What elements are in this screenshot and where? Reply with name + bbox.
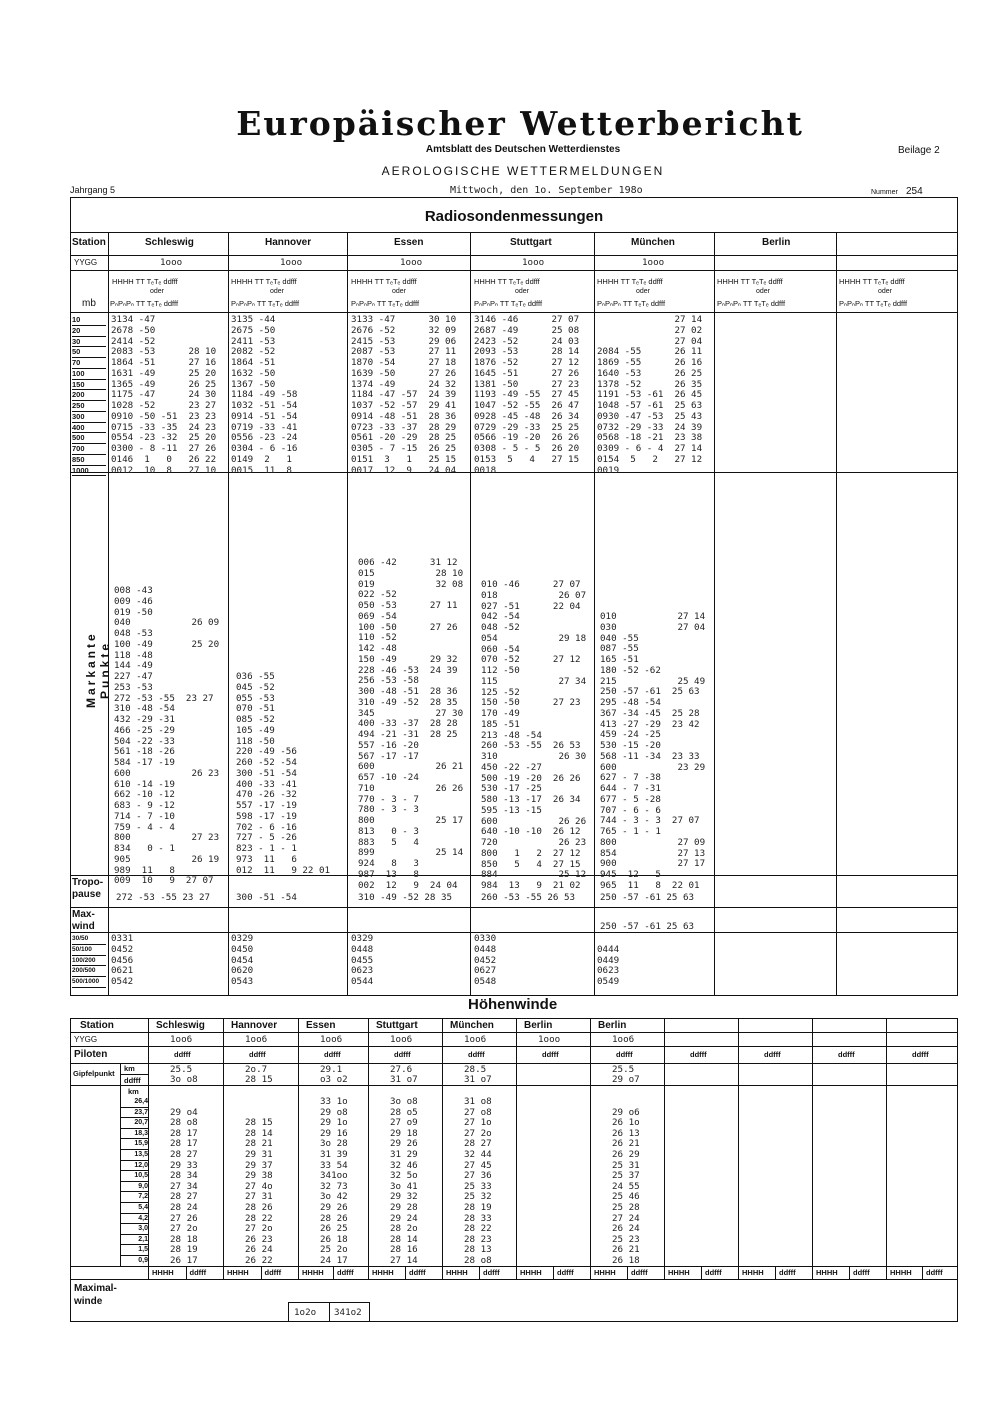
column-divider	[701, 1266, 702, 1279]
column-divider	[516, 1018, 517, 1266]
thickness-level: 200/500	[72, 966, 106, 977]
column-heading: PₙPₙPₙ TT TₑTₑ ddfff	[717, 299, 786, 308]
thickness-level: 50/100	[72, 945, 106, 956]
maximal-ddfff-label: ddfff	[264, 1268, 282, 1277]
thickness-data: 0329 0450 0454 0620 0543	[231, 933, 254, 987]
column-heading: HHHH TT TₑTₑ ddfff	[474, 277, 540, 286]
column-divider	[738, 1018, 739, 1266]
maximal-hhhh-label: HHHH	[816, 1268, 838, 1277]
column-divider	[298, 1266, 299, 1279]
column-divider	[590, 1266, 591, 1279]
wind-column: 29 o6 26 1o 26 13 26 21 26 29 25 31 25 37 24 55 25 46 25 28 27 24 26 24 25 23 26 21 26 18	[612, 1106, 640, 1266]
piloten-ddfff-label: ddfff	[542, 1050, 559, 1059]
radiosonde-title: Radiosondenmessungen	[424, 208, 604, 225]
column-heading: oder	[150, 288, 165, 295]
column-heading: oder	[515, 288, 530, 295]
km-levels	[120, 1097, 148, 1267]
maximal-ddfff-label: ddfff	[409, 1268, 426, 1277]
maximal-hhhh-label: HHHH	[890, 1268, 912, 1277]
station-stuttgart: Stuttgart	[510, 237, 552, 248]
km-level: 0,9	[120, 1256, 148, 1267]
column-divider	[516, 1266, 517, 1279]
hw-yygg: 1oo6	[170, 1034, 193, 1045]
column-heading: oder	[756, 288, 771, 295]
nummer: 254	[906, 186, 923, 197]
column-divider	[368, 1266, 369, 1279]
km-level: 12,0	[120, 1161, 148, 1172]
pressure-level: 850	[72, 455, 106, 466]
maximalwinde-label: Maximal-winde	[74, 1283, 117, 1307]
gipfel-ddfff-label: ddfff	[124, 1076, 141, 1085]
piloten-ddfff-label: ddfff	[174, 1050, 191, 1059]
hw-yygg: 1oo6	[320, 1034, 343, 1045]
pressure-level: 500	[72, 433, 106, 444]
piloten-ddfff-label: ddfff	[394, 1050, 411, 1059]
gipfel-ddfff: 28 15	[245, 1074, 273, 1085]
piloten-ddfff-label: ddfff	[616, 1050, 633, 1059]
piloten-ddfff-label: ddfff	[468, 1050, 485, 1059]
maximal-ddfff-label: ddfff	[853, 1268, 870, 1277]
pressure-level: 400	[72, 423, 106, 434]
gipfel-km: 2o.7	[245, 1064, 268, 1075]
column-divider	[368, 1018, 369, 1266]
station-hannover: Hannover	[265, 237, 312, 248]
km-level: 7,2	[120, 1192, 148, 1203]
column-divider	[738, 1266, 739, 1279]
maximal-hhhh-label: HHHH	[227, 1268, 249, 1277]
gipfel-ddfff: o3 o2	[320, 1074, 348, 1085]
thickness-level: 30/50	[72, 934, 106, 945]
km-level: 13,5	[120, 1150, 148, 1161]
pressure-level: 50	[72, 347, 106, 358]
maximal-ddfff-label: ddfff	[779, 1268, 796, 1277]
hw-yygg-label: YYGG	[74, 1035, 98, 1044]
mandatory-data-essen: 3133 -47 30 10 2676 -52 32 09 2415 -53 29 06 2087 -53 27 11 1870 -54 27 18 1639 -50 27 26 1374 -49 24 32 1184 -47 -57 24 39 1037 -52 -57 29 41 0914 -48 -51 28 36 0723 -33 -37 28 29 0561 -20 -29 28 25 0305 - 7 -15 26 25 0151 3 1 25 15 0017 12 9 24 04	[351, 314, 457, 476]
column-divider	[775, 1266, 776, 1279]
wind-column: 33 1o 29 o8 29 1o 29 16 3o 28 31 39 33 54 341oo 32 73 3o 42 29 26 28 26 26 25 26 18 25 2o 24 17	[320, 1096, 348, 1266]
pressure-level: 20	[72, 326, 106, 337]
markante-data-essen: 006 -42 31 12 015 28 10 019 32 08 022 -52 050 -53 27 11 069 -54 100 -50 27 26 110 -52 142 -48 150 -49 29 32 228 -46 -53 24 39 256 -53 -58 300 -48 -51 28 36 310 -49 -52 28 35 345 27 30 400 -33 -37 28 28 494 -21 -31 28 25 557 -16 -20 567 -17 -17 600 26 21 657 -10 -24 710 26 26 770 - 3 - 7 780 - 3 - 3 800 25 17 813 0 - 3 883 5 4 899 25 14 924 8 3 987 13 8 002 12 9 24 04	[358, 557, 464, 891]
hw-station-name: Hannover	[231, 1020, 278, 1031]
column-divider	[223, 1018, 224, 1266]
maximal-ddfff-label: ddfff	[631, 1268, 648, 1277]
maximal-hhhh-label: HHHH	[520, 1268, 542, 1277]
station-essen: Essen	[394, 237, 424, 248]
tropopause-label: Tropo-pause	[72, 877, 104, 900]
tropopause-value: 310 -49 -52 28 35	[358, 892, 453, 903]
mandatory-data-muenchen: 27 14 27 02 27 04 2084 -55 26 11 1869 -55 26 16 1640 -53 26 25 1378 -52 26 35 1191 -53 -61 26 45 1048 -57 -61 25 63 0930 -47 -53 25 43 0732 -29 -33 24 39 0568 -18 -21 23 38 0309 - 6 - 4 27 14 0154 5 2 27 12 0019	[597, 314, 703, 476]
column-divider	[849, 1266, 850, 1279]
km-level: 23,7	[120, 1108, 148, 1119]
gipfel-ddfff: 31 o7	[390, 1074, 418, 1085]
pressure-level: 10	[72, 315, 106, 326]
thickness-data: 0329 0448 0455 0623 0544	[351, 933, 374, 987]
km-levels-label: km	[128, 1087, 139, 1096]
hw-yygg: 1oo6	[245, 1034, 268, 1045]
maximal-ddfff-label: ddfff	[189, 1268, 207, 1277]
column-divider	[812, 1266, 813, 1279]
maximal-hhhh-label: HHHH	[152, 1268, 174, 1277]
thickness-level: 500/1000	[72, 977, 106, 988]
tropopause-value: 250 -57 -61 25 63	[600, 892, 695, 903]
pressure-level: 300	[72, 412, 106, 423]
section-heading: AEROLOGISCHE WETTERMELDUNGEN	[381, 164, 665, 178]
gipfel-ddfff: 29 o7	[612, 1074, 640, 1085]
maximal-hhhh-label: HHHH	[668, 1268, 690, 1277]
piloten-label: Piloten	[74, 1049, 108, 1060]
column-divider	[333, 1266, 334, 1279]
km-level: 20,7	[120, 1118, 148, 1129]
page-title: Europäischer Wetterbericht	[236, 104, 804, 143]
hw-station-name: Stuttgart	[376, 1020, 418, 1031]
column-divider	[886, 1266, 887, 1279]
km-level: 4,2	[120, 1214, 148, 1225]
date: Mittwoch, den 1o. September 198o	[450, 185, 643, 196]
column-divider	[664, 1018, 665, 1266]
gipfel-km: 27.6	[390, 1064, 413, 1075]
pressure-level: 200	[72, 390, 106, 401]
column-divider	[223, 1266, 224, 1279]
piloten-ddfff-label: ddfff	[838, 1050, 855, 1059]
column-heading: HHHH TT TₑTₑ ddfff	[717, 277, 783, 286]
hw-station-name: Essen	[306, 1020, 336, 1031]
column-heading: PₙPₙPₙ TT TₑTₑ ddfff	[597, 299, 666, 308]
beilage: Beilage 2	[898, 145, 940, 156]
column-divider	[298, 1018, 299, 1266]
hoehenwinde-title: Höhenwinde	[468, 996, 558, 1013]
column-heading: oder	[878, 288, 893, 295]
column-heading: HHHH TT TₑTₑ ddfff	[839, 277, 905, 286]
pressure-level: 1000	[72, 466, 106, 477]
piloten-ddfff-label: ddfff	[912, 1050, 929, 1059]
km-level: 1,5	[120, 1245, 148, 1256]
column-divider	[479, 1266, 480, 1279]
hw-station-name: Schleswig	[156, 1020, 205, 1031]
km-level: 15,9	[120, 1139, 148, 1150]
hw-yygg: 1ooo	[538, 1034, 561, 1045]
column-divider	[812, 1018, 813, 1266]
thickness-levels	[72, 934, 106, 988]
yygg-value: 1ooo	[642, 257, 665, 268]
km-level: 26,4	[120, 1097, 148, 1108]
column-heading: PₙPₙPₙ TT TₑTₑ ddfff	[839, 299, 908, 308]
tropopause-value: 260 -53 -55 26 53	[481, 892, 576, 903]
tropopause-value: 300 -51 -54	[236, 892, 297, 903]
station-berlin: Berlin	[762, 237, 791, 248]
column-divider	[590, 1018, 591, 1266]
pressure-level: 70	[72, 358, 106, 369]
maximal-hhhh-label: HHHH	[372, 1268, 394, 1277]
hw-yygg: 1oo6	[612, 1034, 635, 1045]
maximal-hhhh-label: HHHH	[742, 1268, 764, 1277]
pressure-level: 30	[72, 337, 106, 348]
mandatory-data-stuttgart: 3146 -46 27 07 2687 -49 25 08 2423 -52 24 03 2093 -53 28 14 1876 -52 27 12 1645 -51 27 26 1381 -50 27 23 1193 -49 -55 27 45 1047 -52 -55 26 47 0928 -45 -48 26 34 0729 -29 -33 25 25 0566 -19 -20 26 26 0308 - 5 - 5 26 20 0153 5 4 27 15 0018	[474, 314, 580, 476]
maximal-ddfff-label: ddfff	[557, 1268, 574, 1277]
column-divider	[442, 1266, 443, 1279]
piloten-ddfff-label: ddfff	[249, 1050, 266, 1059]
column-heading: HHHH TT TₑTₑ ddfff	[112, 277, 178, 286]
hw-yygg: 1oo6	[464, 1034, 487, 1045]
column-divider	[186, 1266, 187, 1279]
station-schleswig: Schleswig	[145, 237, 194, 248]
column-heading: oder	[636, 288, 651, 295]
column-divider	[627, 1266, 628, 1279]
column-divider	[405, 1266, 406, 1279]
station-muenchen: München	[631, 237, 675, 248]
column-heading: HHHH TT TₑTₑ ddfff	[231, 277, 297, 286]
hw-station-name: Berlin	[598, 1020, 627, 1031]
yygg-value: 1ooo	[400, 257, 423, 268]
maximal-ddfff: 341o2	[334, 1307, 362, 1318]
gipfel-km: 28.5	[464, 1064, 487, 1075]
km-level: 18,3	[120, 1129, 148, 1140]
column-divider	[261, 1266, 262, 1279]
gipfel-km: 25.5	[170, 1064, 193, 1075]
station-label: Station	[72, 237, 106, 248]
maximal-ddfff-label: ddfff	[926, 1268, 943, 1277]
column-divider	[664, 1266, 665, 1279]
markante-data-stuttgart: 010 -46 27 07 018 26 07 027 -51 22 04 042 -54 048 -52 054 29 18 060 -54 070 -52 27 12 112 -50 115 27 34 125 -52 150 -50 27 23 170 -49 185 -51 213 -48 -54 260 -53 -55 26 53 310 26 30 450 -22 -27 500 -19 -20 26 26 530 -17 -25 580 -13 -17 26 34 595 -13 -15 600 26 26 640 -10 -10 26 12 720 26 23 800 1 2 27 12 850 5 4 27 15 884 25 12 984 13 9 21 02	[481, 579, 587, 891]
column-divider	[553, 1266, 554, 1279]
gipfel-label: Gipfelpunkt	[73, 1069, 115, 1078]
pressure-level: 150	[72, 380, 106, 391]
hw-station-name: München	[450, 1020, 494, 1031]
piloten-ddfff-label: ddfff	[324, 1050, 341, 1059]
column-divider	[148, 1018, 149, 1266]
gipfel-ddfff: 31 o7	[464, 1074, 492, 1085]
column-heading: PₙPₙPₙ TT TₑTₑ ddfff	[231, 299, 300, 308]
gipfel-ddfff: 3o o8	[170, 1074, 198, 1085]
column-divider	[148, 1266, 149, 1279]
maxwind-label: Max-wind	[72, 909, 95, 932]
maximal-hhhh: 1o2o	[294, 1307, 317, 1318]
km-level: 2,1	[120, 1235, 148, 1246]
pressure-level: 700	[72, 444, 106, 455]
km-level: 9,0	[120, 1182, 148, 1193]
km-level: 10,5	[120, 1171, 148, 1182]
markante-data-muenchen: 010 27 14 030 27 04 040 -55 087 -55 165 -51 180 -52 -62 215 25 49 250 -57 -61 25 63 295 -48 -54 367 -34 -45 25 28 413 -27 -29 23 42 459 -24 -25 530 -15 -20 568 -11 -34 23 33 600 23 29 627 - 7 -38 644 - 7 -31 677 - 5 -28 707 - 6 - 6 744 - 3 - 3 27 07 765 - 1 - 1 800 27 09 854 27 13 900 27 17 945 12 5 965 11 8 22 01	[600, 611, 706, 891]
thickness-level: 100/200	[72, 956, 106, 967]
column-heading: HHHH TT TₑTₑ ddfff	[597, 277, 663, 286]
mandatory-data-hannover: 3135 -44 2675 -50 2411 -53 2082 -52 1864 -51 1632 -50 1367 -50 1184 -49 -58 1032 -51 -54 0914 -51 -54 0719 -33 -41 0556 -23 -24 0304 - 6 -16 0149 2 1 0015 11 8	[231, 314, 298, 476]
wind-column: 31 o8 27 o8 27 1o 27 2o 28 27 32 44 27 45 27 36 25 33 25 32 28 19 28 33 28 22 28 23 28 13 28 o8	[464, 1096, 492, 1266]
km-level: 5,4	[120, 1203, 148, 1214]
markante-punkte-label: Markante Punkte	[84, 631, 112, 709]
thickness-data: 0330 0448 0452 0627 0548	[474, 933, 497, 987]
km-level: 3,0	[120, 1224, 148, 1235]
nummer-label: Nummer	[871, 189, 898, 196]
column-heading: HHHH TT TₑTₑ ddfff	[351, 277, 417, 286]
maximal-ddfff-label: ddfff	[337, 1268, 354, 1277]
hw-station-label: Station	[80, 1020, 114, 1031]
markante-data-schleswig: 008 -43 009 -46 019 -50 040 26 09 048 -53 100 -49 25 20 118 -48 144 -49 227 -47 253 -53 272 -53 -55 23 27 310 -48 -54 432 -29 -31 466 -25 -29 504 -22 -33 561 -18 -26 584 -17 -19 600 26 23 610 -14 -19 662 -10 -12 683 - 9 -12 714 - 7 -10 759 - 4 - 4 800 27 23 834 0 - 1 905 26 19 989 11 8 009 10 9 27 07	[114, 585, 220, 887]
pressure-level: 250	[72, 401, 106, 412]
mb-label: mb	[82, 298, 96, 309]
yygg-label: YYGG	[74, 258, 98, 267]
gipfel-km: 25.5	[612, 1064, 635, 1075]
wind-column: 28 15 28 14 28 21 29 31 29 37 29 38 27 4o 27 31 28 26 28 22 27 2o 26 23 26 24 26 22	[245, 1117, 273, 1266]
gipfel-km-label: km	[124, 1064, 135, 1073]
hw-station-name: Berlin	[524, 1020, 553, 1031]
piloten-ddfff-label: ddfff	[690, 1050, 707, 1059]
maximal-hhhh-label: HHHH	[446, 1268, 468, 1277]
wind-column: 29 o4 28 o8 28 17 28 17 28 27 29 33 28 34 27 34 28 27 28 24 27 26 27 2o 28 18 28 19 26 17	[170, 1106, 198, 1266]
gipfel-km: 29.1	[320, 1064, 343, 1075]
mandatory-data-schleswig: 3134 -47 2678 -50 2414 -52 2083 -53 28 10 1864 -51 27 16 1631 -49 25 20 1365 -49 26 25 1175 -47 24 30 1028 -52 23 27 0910 -50 -51 23 23 0715 -33 -35 24 23 0554 -23 -32 25 20 0300 - 8 -11 27 26 0146 1 0 26 22 0012 10 8 27 10	[111, 314, 217, 476]
column-divider	[442, 1018, 443, 1266]
yygg-value: 1ooo	[522, 257, 545, 268]
maxwind-value: 250 -57 -61 25 63	[600, 921, 695, 932]
markante-data-hannover: 036 -55 045 -52 055 -53 070 -51 085 -52 105 -49 118 -50 220 -49 -56 260 -52 -54 300 -51 -54 400 -33 -41 470 -26 -32 557 -17 -19 598 -17 -19 702 - 6 -16 727 - 5 -26 823 - 1 - 1 973 11 6 012 11 9 22 01	[236, 671, 331, 876]
piloten-ddfff-label: ddfff	[764, 1050, 781, 1059]
yygg-value: 1ooo	[280, 257, 303, 268]
maximal-hhhh-label: HHHH	[594, 1268, 616, 1277]
maximal-hhhh-label: HHHH	[302, 1268, 324, 1277]
jahrgang: Jahrgang 5	[70, 185, 116, 195]
thickness-data: 0444 0449 0623 0549	[597, 943, 620, 987]
tropopause-value: 272 -53 -55 23 27	[116, 892, 211, 903]
column-heading: oder	[392, 288, 407, 295]
maximal-ddfff-label: ddfff	[705, 1268, 722, 1277]
pressure-level: 100	[72, 369, 106, 380]
column-heading: PₙPₙPₙ TT TₑTₑ ddfff	[474, 299, 543, 308]
column-heading: PₙPₙPₙ TT TₑTₑ ddfff	[351, 299, 420, 308]
yygg-value: 1ooo	[160, 257, 183, 268]
pressure-levels	[72, 315, 106, 476]
column-divider	[886, 1018, 887, 1266]
column-divider	[922, 1266, 923, 1279]
wind-column: 3o o8 28 o5 27 o9 29 18 29 26 31 29 32 46 32 5o 3o 41 29 32 29 28 29 24 28 2o 28 14 28 16 27 14	[390, 1096, 418, 1266]
column-heading: PₙPₙPₙ TT TₑTₑ ddfff	[110, 299, 179, 308]
column-heading: oder	[270, 288, 285, 295]
subtitle: Amtsblatt des Deutschen Wetterdienstes	[425, 144, 621, 155]
maximal-ddfff-label: ddfff	[483, 1268, 500, 1277]
thickness-data: 0331 0452 0456 0621 0542	[111, 933, 134, 987]
hw-yygg: 1oo6	[390, 1034, 413, 1045]
